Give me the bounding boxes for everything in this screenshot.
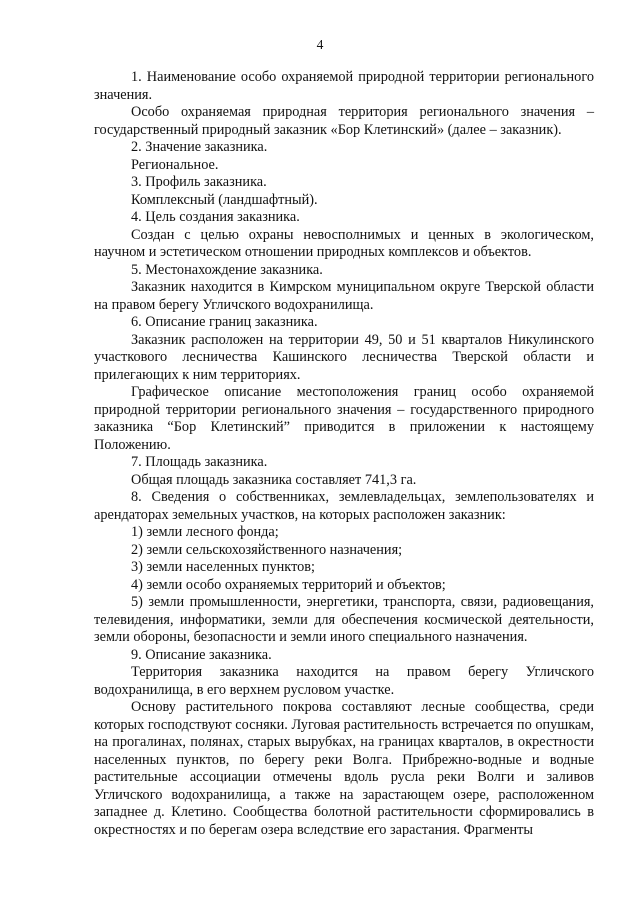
list-item: 1) земли лесного фонда;: [131, 524, 279, 540]
section-heading-9: 9. Описание заказника.: [131, 646, 272, 663]
paragraph: Общая площадь заказника составляет 741,3 га.: [131, 471, 417, 488]
page-number: 4: [316, 37, 324, 52]
paragraph: Заказник находится в Кимрском муниципальном округе Тверской области на правом берегу Угличского водохранилища.: [94, 279, 594, 313]
paragraph: Создан с целью охраны невосполнимых и ценных в экологическом, научном и эстетическом отношении природных комплексов и объектов.: [94, 226, 594, 260]
paragraph: Комплексный (ландшафтный).: [131, 191, 318, 208]
section-heading-1: 1. Наименование особо охраняемой природной территории регионального значения.: [94, 69, 594, 103]
paragraph: Графическое описание местоположения границ особо охраняемой природной территории регионального значения – государственного природного заказника “Бор Клетинский” приводится в приложении к настоящему Положению.: [94, 384, 594, 453]
list-item: 2) земли сельскохозяйственного назначения;: [131, 541, 403, 558]
paragraph: Заказник расположен на территории 49, 50 и 51 кварталов Никулинского участкового лесничества Кашинского лесничества Тверской области и прилегающих к ним территориях.: [94, 331, 594, 383]
section-heading-6: 6. Описание границ заказника.: [131, 314, 318, 330]
section-heading-4: 4. Цель создания заказника.: [131, 209, 300, 225]
section-heading-7: 7. Площадь заказника.: [131, 454, 268, 470]
section-heading-5: 5. Местонахождение заказника.: [131, 261, 323, 278]
document-body: [94, 69, 594, 839]
paragraph: Территория заказника находится на правом берегу Угличского водохранилища, в его верхнем русловом участке.: [94, 664, 594, 698]
list-item: 3) земли населенных пунктов;: [131, 559, 315, 575]
list-item: 5) земли промышленности, энергетики, транспорта, связи, радиовещания, телевидения, информатики, земли для обеспечения космической деятельности, земли обороны, безопасности и земли иного специального назначения.: [94, 594, 594, 645]
paragraph: Основу растительного покрова составляют лесные сообщества, среди которых господствуют сосняки. Луговая растительность встречается по опушкам, на прогалинах, полянах, старых вырубках, на границах кварталов, в окрестности населенных пунктов, по берегу реки Волга. Прибрежно-водные и водные растительные ассоциации отмечены вдоль русла реки Волги и заливов Угличского водохранилища, а также на зарастающем озере, расположенном западнее д. Клетино. Сообщества болотной растительности сформировались в окрестностях и по берегам озера вследствие его зарастания. Фрагменты: [94, 699, 594, 838]
paragraph: Региональное.: [131, 156, 219, 173]
section-heading-3: 3. Профиль заказника.: [131, 174, 267, 190]
section-heading-8: 8. Сведения о собственниках, землевладельцах, землепользователях и арендаторах земельных участков, на которых расположен заказник:: [94, 489, 594, 523]
section-heading-2: 2. Значение заказника.: [131, 139, 268, 155]
paragraph: Особо охраняемая природная территория регионального значения – государственный природный заказник «Бор Клетинский» (далее – заказник).: [94, 104, 594, 138]
list-item: 4) земли особо охраняемых территорий и объектов;: [131, 576, 446, 593]
